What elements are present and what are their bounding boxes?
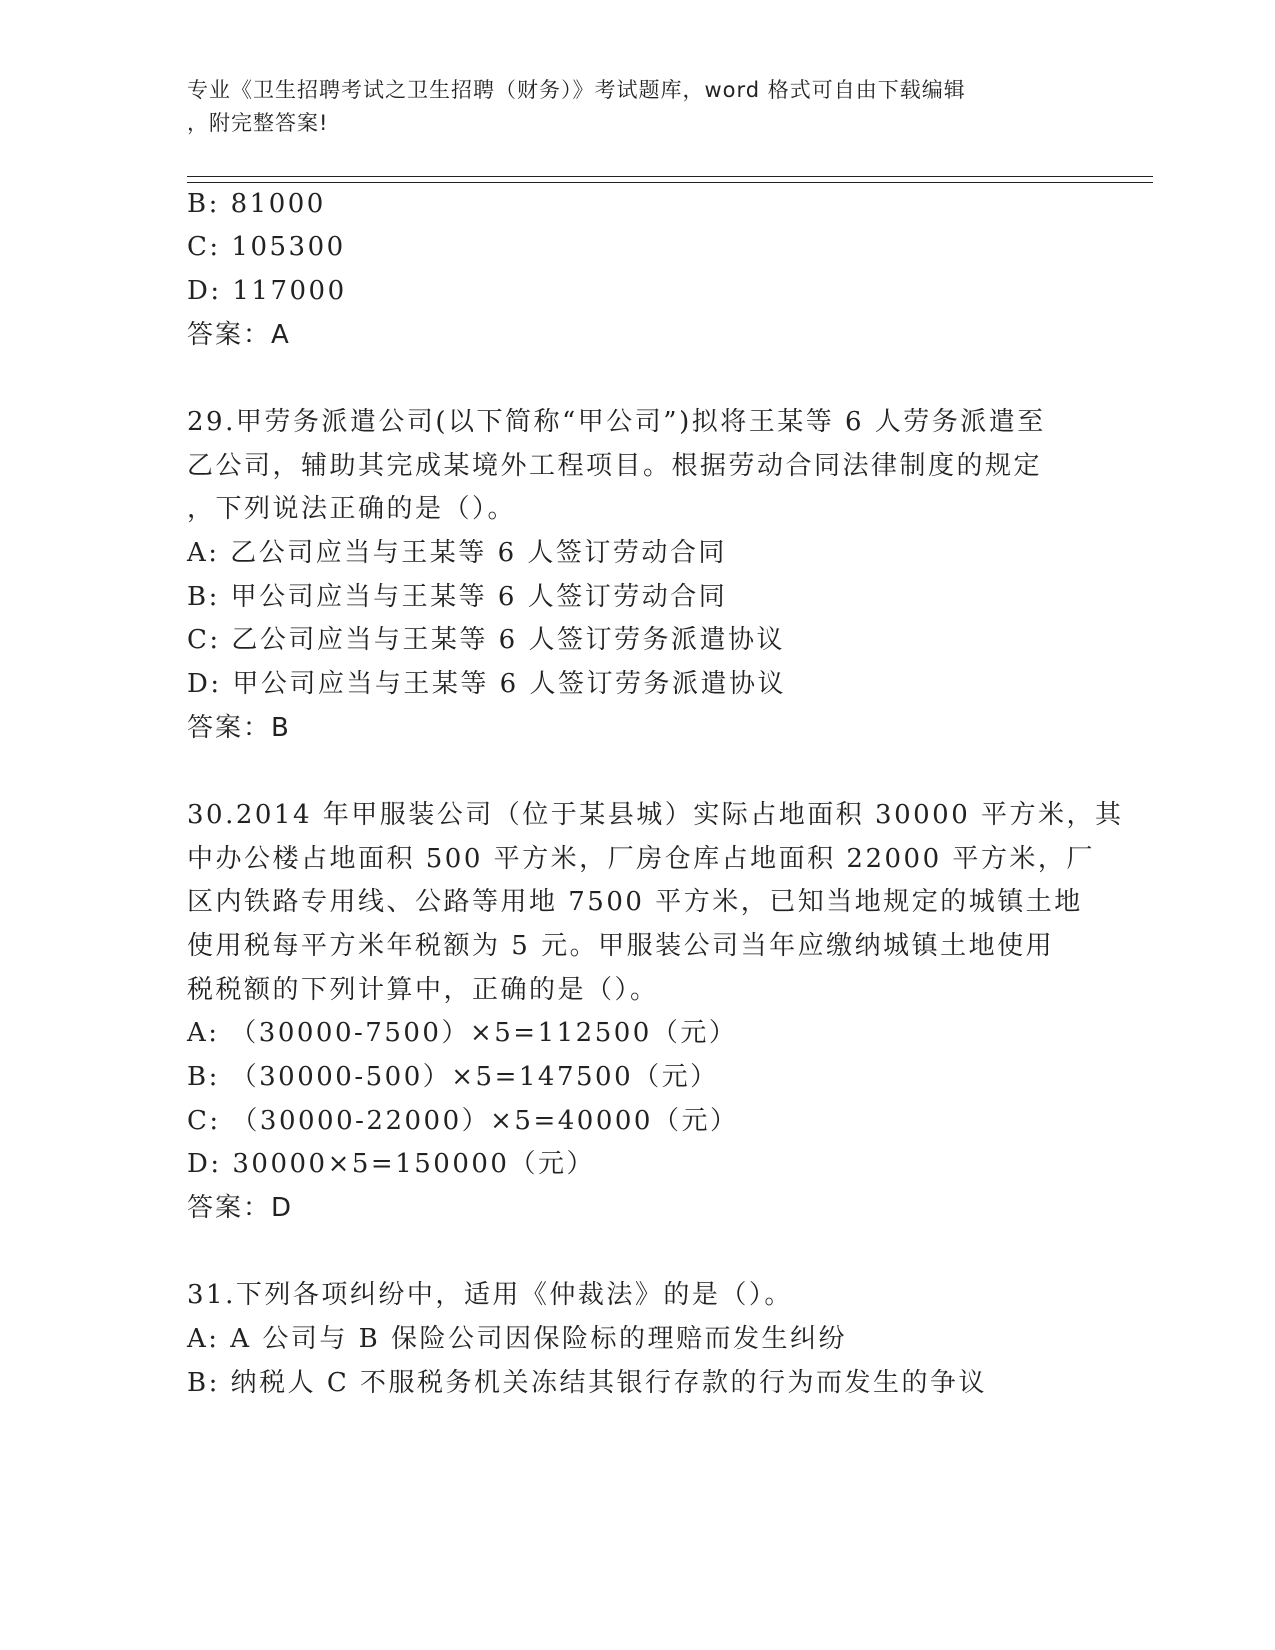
q29-option-c: C: 乙公司应当与王某等 6 人签订劳务派遣协议 (187, 625, 785, 655)
q30-stem-line-3: 区内铁路专用线、公路等用地 7500 平方米，已知当地规定的城镇土地 (187, 887, 1083, 917)
q29-stem-line-3: ，下列说法正确的是（）。 (187, 494, 517, 524)
q31-option-b: B: 纳税人 C 不服税务机关冻结其银行存款的行为而发生的争议 (187, 1368, 988, 1398)
q30-option-d: D: 30000×5=150000（元） (187, 1149, 595, 1179)
q30-stem-line-2: 中办公楼占地面积 500 平方米，厂房仓库占地面积 22000 平方米，厂 (187, 844, 1095, 874)
q29-option-d: D: 甲公司应当与王某等 6 人签订劳务派遣协议 (187, 669, 786, 699)
page-header (187, 74, 1087, 140)
prev-answer: 答案：A (187, 320, 291, 350)
q30-answer: 答案：D (187, 1193, 294, 1223)
prev-option-c: C: 105300 (187, 232, 346, 262)
q29-option-b: B: 甲公司应当与王某等 6 人签订劳动合同 (187, 582, 728, 612)
q31-option-a: A: A 公司与 B 保险公司因保险标的理赔而发生纠纷 (187, 1324, 847, 1354)
q30-option-a: A: （30000-7500）×5=112500（元） (187, 1018, 738, 1048)
q31-stem-line-1: 31.下列各项纠纷中，适用《仲裁法》的是（）。 (187, 1280, 793, 1310)
q29-answer: 答案：B (187, 713, 291, 743)
header-divider-top (187, 176, 1153, 177)
q30-stem-line-4: 使用税每平方米年税额为 5 元。甲服装公司当年应缴纳城镇土地使用 (187, 931, 1055, 961)
q30-option-b: B: （30000-500）×5=147500（元） (187, 1062, 719, 1092)
q29-stem-line-2: 乙公司，辅助其完成某境外工程项目。根据劳动合同法律制度的规定 (187, 451, 1043, 481)
q30-option-c: C: （30000-22000）×5=40000（元） (187, 1106, 739, 1136)
header-line-2: ，附完整答案! (187, 111, 329, 135)
header-line-1: 专业《卫生招聘考试之卫生招聘（财务）》考试题库，word 格式可自由下载编辑 (187, 78, 966, 102)
q30-stem-line-1: 30.2014 年甲服装公司（位于某县城）实际占地面积 30000 平方米，其 (187, 800, 1124, 830)
q29-option-a: A: 乙公司应当与王某等 6 人签订劳动合同 (187, 538, 727, 568)
prev-option-d: D: 117000 (187, 276, 347, 306)
q30-stem-line-5: 税税额的下列计算中，正确的是（）。 (187, 975, 659, 1005)
header-divider-bottom (187, 182, 1153, 183)
q29-stem-line-1: 29.甲劳务派遣公司(以下简称“甲公司”)拟将王某等 6 人劳务派遣至 (187, 407, 1046, 437)
prev-option-b: B: 81000 (187, 189, 326, 219)
